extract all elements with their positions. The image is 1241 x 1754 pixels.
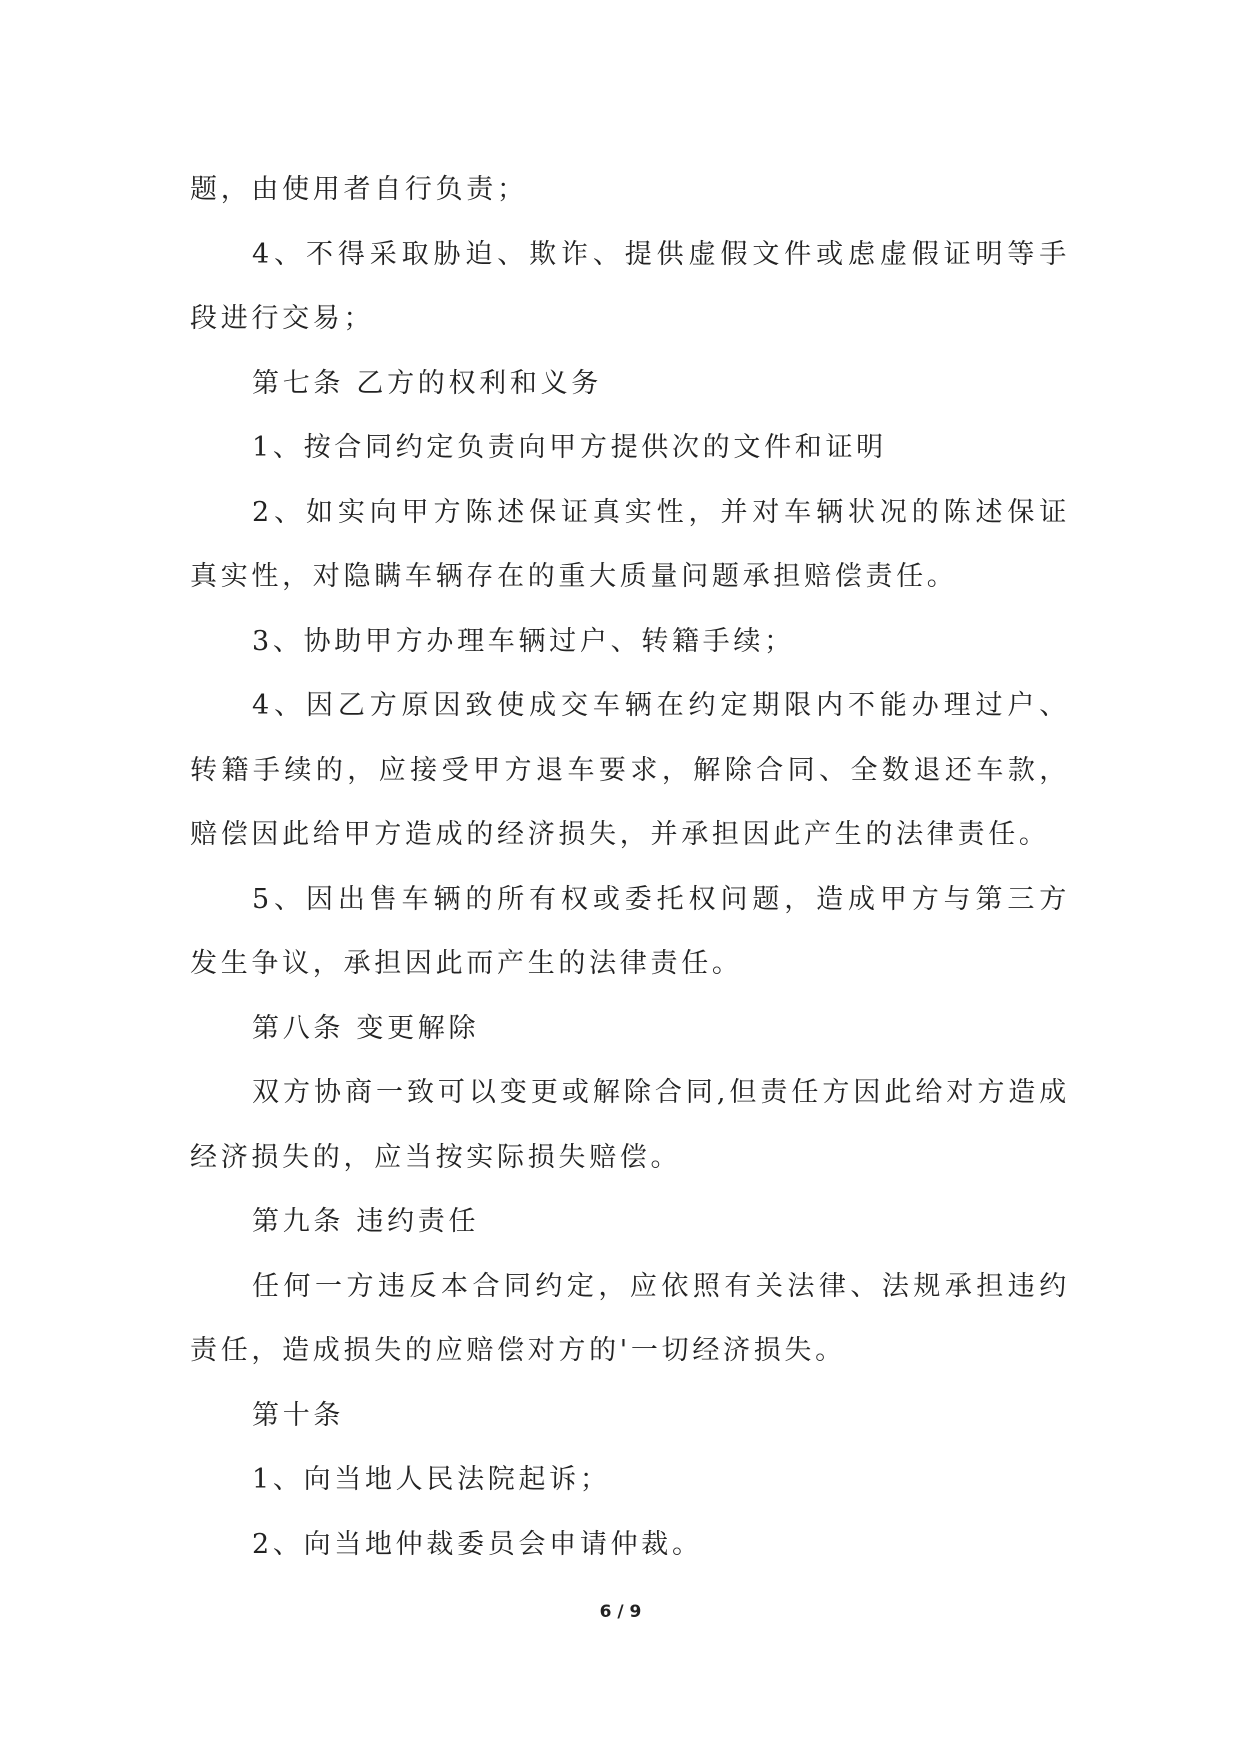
paragraph-article-7-item-4: 4、因乙方原因致使成交车辆在约定期限内不能办理过户、转籍手续的，应接受甲方退车要求，解除合同、全数退还车款，赔偿因此给甲方造成的经济损失，并承担因此产生的法律责任。 <box>190 690 1070 850</box>
paragraph-article-7-item-1: 1、按合同约定负责向甲方提供次的文件和证明 <box>252 432 887 463</box>
paragraph-article-7-item-3: 3、协助甲方办理车辆过户、转籍手续； <box>252 625 795 657</box>
heading-article-9: 第九条 违约责任 <box>252 1206 480 1237</box>
paragraph-article-7-item-5: 5、因出售车辆的所有权或委托权问题，造成甲方与第三方发生争议，承担因此而产生的法律责任。 <box>190 883 1070 979</box>
paragraph-article-9-body: 任何一方违反本合同约定，应依照有关法律、法规承担违约责任，造成损失的应赔偿对方的'一切经济损失。 <box>190 1270 1070 1366</box>
paragraph-article-7-item-2: 2、如实向甲方陈述保证真实性，并对车辆状况的陈述保证真实性，对隐瞒车辆存在的重大质量问题承担赔偿责任。 <box>190 496 1070 592</box>
page-number: 6 / 9 <box>599 1602 642 1622</box>
paragraph-article-8-body: 双方协商一致可以变更或解除合同,但责任方因此给对方造成经济损失的，应当按实际损失赔偿。 <box>190 1077 1070 1173</box>
document-body <box>190 158 1070 1577</box>
heading-article-8: 第八条 变更解除 <box>252 1012 480 1044</box>
paragraph-clause-6-item-4: 4、不得采取胁迫、欺诈、提供虚假文件或虑虚假证明等手段进行交易； <box>190 238 1070 334</box>
paragraph-article-10-item-2: 2、向当地仲裁委员会申请仲裁。 <box>252 1528 703 1560</box>
heading-article-10: 第十条 <box>252 1399 345 1431</box>
paragraph-article-10-item-1: 1、向当地人民法院起诉； <box>252 1464 611 1495</box>
paragraph-continuation: 题，由使用者自行负责； <box>190 174 528 205</box>
heading-article-7: 第七条 乙方的权利和义务 <box>252 367 602 399</box>
